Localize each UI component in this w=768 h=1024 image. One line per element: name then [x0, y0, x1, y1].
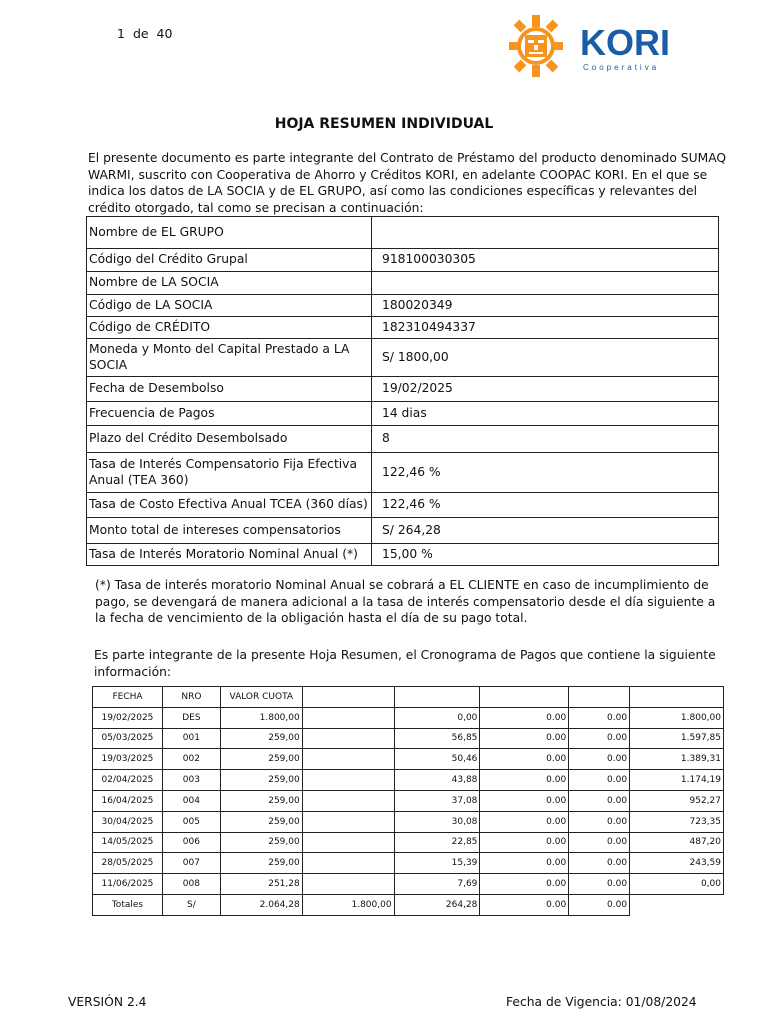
table-row — [87, 377, 719, 402]
cell: 0.00 — [480, 832, 569, 853]
row-label: Monto total de intereses compensatorios — [87, 518, 372, 544]
cell: 005 — [162, 811, 220, 832]
totals-cell: 1.800,00 — [302, 894, 394, 915]
document-title: HOJA RESUMEN INDIVIDUAL — [274, 116, 494, 132]
header-cell — [569, 687, 630, 708]
cell: 0.00 — [569, 790, 630, 811]
table-row — [87, 518, 719, 544]
schedule-header-row — [93, 687, 724, 708]
kori-logo — [508, 14, 692, 78]
cell: 259,00 — [220, 811, 302, 832]
cell: 37,08 — [394, 790, 480, 811]
payment-schedule-table — [92, 686, 724, 916]
table-row — [87, 493, 719, 518]
cell: 0.00 — [569, 832, 630, 853]
cell: 28/05/2025 — [93, 853, 163, 874]
row-label: Plazo del Crédito Desembolsado — [87, 426, 372, 453]
schedule-totals-row — [93, 894, 724, 915]
cell: 22,85 — [394, 832, 480, 853]
cell: 0.00 — [480, 811, 569, 832]
cell: 1.597,85 — [630, 728, 724, 749]
totals-cell: 2.064,28 — [220, 894, 302, 915]
page-total: 40 — [156, 26, 173, 41]
cell — [302, 811, 394, 832]
row-label: Código de CRÉDITO — [87, 317, 372, 339]
schedule-row — [93, 749, 724, 770]
footer-validity: Fecha de Vigencia: 01/08/2024 — [506, 995, 697, 1009]
cell: 0,00 — [394, 707, 480, 728]
cell: 0.00 — [480, 749, 569, 770]
cell: 259,00 — [220, 770, 302, 791]
page-number — [117, 26, 172, 41]
schedule-intro: Es parte integrante de la presente Hoja Resumen, el Cronograma de Pagos que contiene la siguiente información: — [94, 648, 716, 679]
row-label: Nombre de LA SOCIA — [87, 272, 372, 295]
row-label: Código de LA SOCIA — [87, 295, 372, 317]
totals-cell: 0.00 — [480, 894, 569, 915]
table-row — [87, 402, 719, 426]
cell: 1.174,19 — [630, 770, 724, 791]
table-row — [87, 249, 719, 272]
header-cell — [630, 687, 724, 708]
row-value: 14 dias — [372, 402, 719, 426]
cell: 7,69 — [394, 874, 480, 895]
cell — [302, 728, 394, 749]
table-row — [87, 295, 719, 317]
row-label: Frecuencia de Pagos — [87, 402, 372, 426]
cell: 0.00 — [480, 728, 569, 749]
cell: 1.800,00 — [220, 707, 302, 728]
cell: 004 — [162, 790, 220, 811]
cell: 30,08 — [394, 811, 480, 832]
cell: 259,00 — [220, 790, 302, 811]
cell: 0.00 — [480, 853, 569, 874]
row-label: Fecha de Desembolso — [87, 377, 372, 402]
row-label: Tasa de Interés Moratorio Nominal Anual (*) — [87, 544, 372, 566]
cell: 19/02/2025 — [93, 707, 163, 728]
row-label: Código del Crédito Grupal — [87, 249, 372, 272]
cell: 259,00 — [220, 853, 302, 874]
table-row — [87, 217, 719, 249]
cell: 30/04/2025 — [93, 811, 163, 832]
row-value: 8 — [372, 426, 719, 453]
cell: 0.00 — [569, 770, 630, 791]
cell: 0.00 — [569, 707, 630, 728]
moratorium-note: (*) Tasa de interés moratorio Nominal Anual se cobrará a EL CLIENTE en caso de incumplimiento de pago, se devengará de manera adicional a la tasa de interés compensatorio desde el día siguiente a la fecha de vencimiento de la obligación hasta el día de su pago total. — [95, 578, 716, 625]
logo-text: KORI — [580, 22, 670, 63]
table-row — [87, 339, 719, 377]
table-row — [87, 426, 719, 453]
header-cell: FECHA — [93, 687, 163, 708]
totals-cell: 264,28 — [394, 894, 480, 915]
cell: 02/04/2025 — [93, 770, 163, 791]
cell: 15,39 — [394, 853, 480, 874]
cell — [302, 790, 394, 811]
header-cell — [480, 687, 569, 708]
cell — [302, 832, 394, 853]
row-label: Moneda y Monto del Capital Prestado a LA SOCIA — [87, 339, 372, 377]
table-row — [87, 272, 719, 295]
cell: DES — [162, 707, 220, 728]
table-row — [87, 544, 719, 566]
cell: 001 — [162, 728, 220, 749]
row-value: 15,00 % — [372, 544, 719, 566]
row-value: 918100030305 — [372, 249, 719, 272]
cell: 243,59 — [630, 853, 724, 874]
table-row — [87, 453, 719, 493]
header-cell — [302, 687, 394, 708]
cell: 007 — [162, 853, 220, 874]
cell — [302, 853, 394, 874]
row-value — [372, 217, 719, 249]
cell: 16/04/2025 — [93, 790, 163, 811]
page-of: de — [132, 26, 149, 41]
intro-paragraph: El presente documento es parte integrante del Contrato de Préstamo del producto denominado SUMAQ WARMI, suscrito con Cooperativa de Ahorro y Créditos KORI, en adelante COOPAC KORI. En el que se indica los datos de LA SOCIA y de EL GRUPO, así como las condiciones específicas y relevantes del crédito otorgado, tal como se precisan a continuación: — [88, 151, 727, 215]
cell: 251,28 — [220, 874, 302, 895]
cell: 1.800,00 — [630, 707, 724, 728]
row-label: Tasa de Costo Efectiva Anual TCEA (360 días) — [87, 493, 372, 518]
schedule-row — [93, 707, 724, 728]
cell — [302, 749, 394, 770]
cell: 487,20 — [630, 832, 724, 853]
totals-cell: 0.00 — [569, 894, 630, 915]
footer-version: VERSIÓN 2.4 — [68, 995, 147, 1009]
cell: 0.00 — [569, 811, 630, 832]
cell: 002 — [162, 749, 220, 770]
cell — [302, 770, 394, 791]
cell — [302, 874, 394, 895]
totals-currency: S/ — [162, 894, 220, 915]
cell: 0.00 — [569, 853, 630, 874]
cell: 43,88 — [394, 770, 480, 791]
cell: 50,46 — [394, 749, 480, 770]
cell — [302, 707, 394, 728]
row-value: 19/02/2025 — [372, 377, 719, 402]
row-value: 122,46 % — [372, 493, 719, 518]
cell: 14/05/2025 — [93, 832, 163, 853]
cell: 1.389,31 — [630, 749, 724, 770]
cell: 0.00 — [480, 790, 569, 811]
row-value: 122,46 % — [372, 453, 719, 493]
schedule-row — [93, 811, 724, 832]
page-current: 1 — [117, 26, 125, 41]
row-value: S/ 264,28 — [372, 518, 719, 544]
schedule-row — [93, 832, 724, 853]
cell: 19/03/2025 — [93, 749, 163, 770]
schedule-row — [93, 853, 724, 874]
sun-mask-icon — [509, 15, 563, 77]
cell: 05/03/2025 — [93, 728, 163, 749]
cell: 0.00 — [480, 707, 569, 728]
header-cell — [394, 687, 480, 708]
cell: 0.00 — [569, 749, 630, 770]
row-value — [372, 272, 719, 295]
schedule-row — [93, 728, 724, 749]
row-value: 182310494337 — [372, 317, 719, 339]
row-value: 180020349 — [372, 295, 719, 317]
cell: 008 — [162, 874, 220, 895]
cell: 0.00 — [480, 770, 569, 791]
header-cell: VALOR CUOTA — [220, 687, 302, 708]
cell: 0.00 — [569, 874, 630, 895]
cell: 003 — [162, 770, 220, 791]
cell: 259,00 — [220, 749, 302, 770]
summary-table — [86, 216, 719, 566]
cell: 56,85 — [394, 728, 480, 749]
cell: 952,27 — [630, 790, 724, 811]
cell: 723,35 — [630, 811, 724, 832]
schedule-row — [93, 770, 724, 791]
schedule-row — [93, 874, 724, 895]
row-label: Nombre de EL GRUPO — [87, 217, 372, 249]
logo-subtext: Cooperativa — [583, 63, 660, 72]
table-row — [87, 317, 719, 339]
header-cell: NRO — [162, 687, 220, 708]
row-value: S/ 1800,00 — [372, 339, 719, 377]
row-label: Tasa de Interés Compensatorio Fija Efectiva Anual (TEA 360) — [87, 453, 372, 493]
cell: 259,00 — [220, 832, 302, 853]
cell: 006 — [162, 832, 220, 853]
cell: 0.00 — [480, 874, 569, 895]
totals-label: Totales — [93, 894, 163, 915]
cell: 259,00 — [220, 728, 302, 749]
cell: 0,00 — [630, 874, 724, 895]
empty-cell — [630, 894, 724, 915]
cell: 11/06/2025 — [93, 874, 163, 895]
schedule-row — [93, 790, 724, 811]
cell: 0.00 — [569, 728, 630, 749]
